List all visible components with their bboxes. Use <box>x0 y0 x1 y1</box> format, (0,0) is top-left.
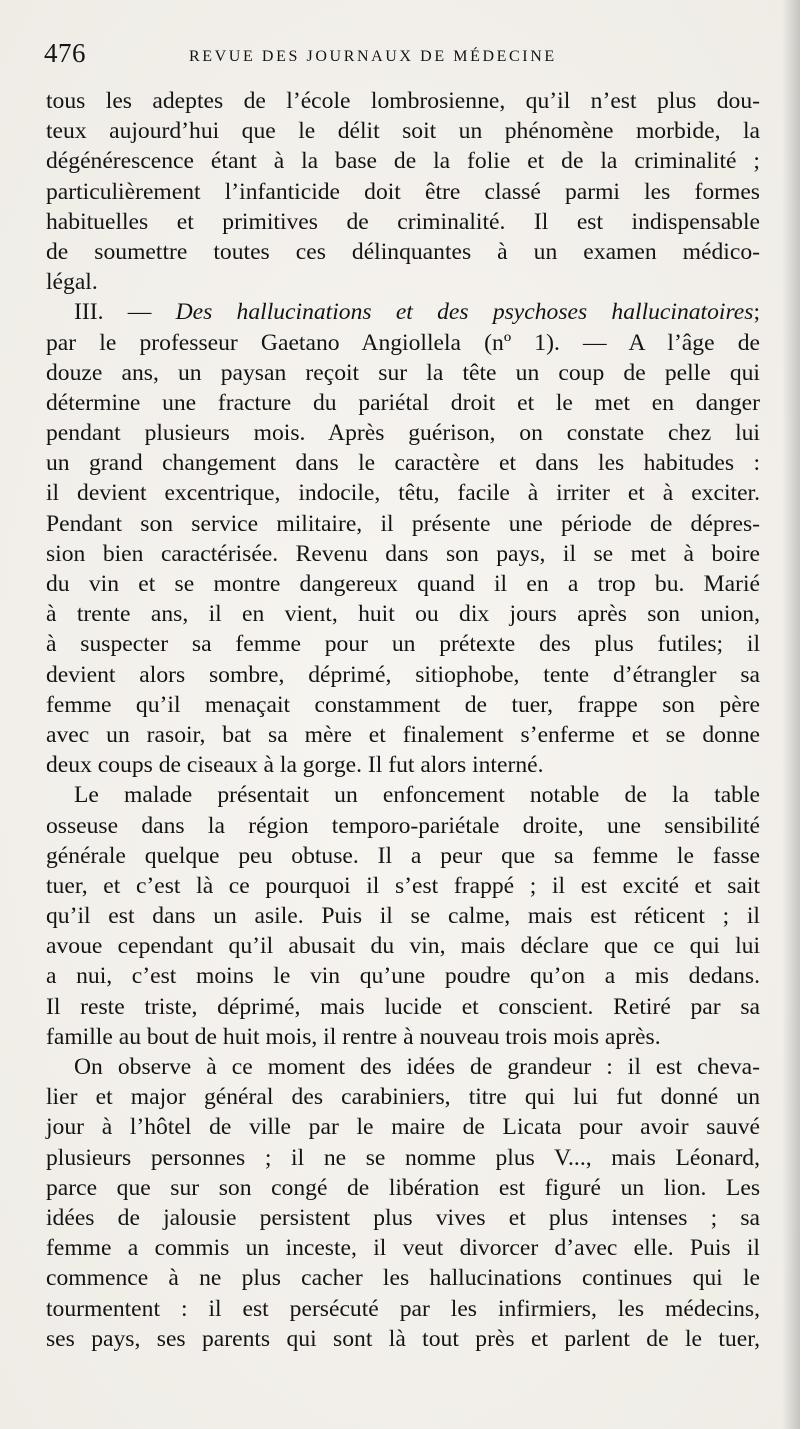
running-head: REVUE DES JOURNAUX DE MÉDECINE <box>189 48 557 65</box>
text-line: deux coups de ciseaux à la gorge. Il fut alors interné. <box>46 752 544 779</box>
section-numeral: III. — <box>74 299 176 326</box>
article-body <box>0 86 800 1354</box>
text-line: un grand changement dans le caractère et dans les habitudes : <box>46 450 760 477</box>
text-line: générale quelque peu obtuse. Il a peur que sa femme le fasse <box>46 842 760 869</box>
text-line: pendant plusieurs mois. Après guérison, on constate chez lui <box>46 420 760 447</box>
text-line: jour à l’hôtel de ville par le maire de Licata pour avoir sauvé <box>46 1114 760 1141</box>
page-header <box>44 38 760 70</box>
text-line: particulièrement l’infanticide doit être classé parmi les formes <box>46 178 760 205</box>
text-line: il devient excentrique, indocile, têtu, facile à irriter et à exciter. <box>46 480 760 507</box>
text-line: par le professeur Gaetano Angiollela (nº 1). — A l’âge de <box>46 329 760 356</box>
text-line: osseuse dans la région temporo-pariétale droite, une sensibilité <box>46 812 760 839</box>
text-line: douze ans, un paysan reçoit sur la tête un coup de pelle qui <box>46 359 760 386</box>
text-line: idées de jalousie persistent plus vives et plus intenses ; sa <box>46 1204 760 1231</box>
text-line: femme qu’il menaçait constamment de tuer, frappe son père <box>46 691 760 718</box>
text-line: tourmentent : il est persécuté par les infirmiers, les médecins, <box>46 1295 760 1322</box>
text-line: ses pays, ses parents qui sont là tout près et parlent de le tuer, <box>46 1325 760 1352</box>
text-line: lier et major général des carabiniers, titre qui lui fut donné un <box>46 1084 760 1111</box>
text-line: devient alors sombre, déprimé, sitiophobe, tente d’étrangler sa <box>46 661 760 688</box>
text-line: a nui, c’est moins le vin qu’une poudre qu’on a mis dedans. <box>46 963 760 990</box>
text-line: tuer, et c’est là ce pourquoi il s’est frappé ; il est excité et sait <box>46 872 760 899</box>
text-line: à suspecter sa femme pour un prétexte des plus futiles; il <box>46 631 760 658</box>
text-line: famille au bout de huit mois, il rentre à nouveau trois mois après. <box>46 1023 661 1050</box>
section-title: Des hallucinations et des psychoses hallucinatoires <box>175 299 754 326</box>
text-line: habituelles et primitives de criminalité. Il est indispensable <box>46 208 760 235</box>
text-line: commence à ne plus cacher les hallucinations continues qui le <box>46 1265 760 1292</box>
text-line: parce que sur son congé de libération est figuré un lion. Les <box>46 1174 760 1201</box>
text-line: de soumettre toutes ces délinquantes à un examen médico- <box>46 238 760 265</box>
text-line: dégénérescence étant à la base de la folie et de la criminalité ; <box>46 148 760 175</box>
text-line: avoue cependant qu’il abusait du vin, mais déclare que ce qui lui <box>46 933 760 960</box>
text-line: à trente ans, il en vient, huit ou dix jours après son union, <box>46 601 760 628</box>
text-line: plusieurs personnes ; il ne se nomme plus V..., mais Léonard, <box>46 1144 760 1171</box>
text-line: du vin et se montre dangereux quand il en a trop bu. Marié <box>46 571 760 597</box>
page-edge-shadow <box>782 0 800 1429</box>
text-line: teux aujourd’hui que le délit soit un phénomène morbide, la <box>46 118 760 145</box>
paragraph-start: On observe à ce moment des idées de grandeur : il est cheva- <box>74 1054 760 1080</box>
page-number: 476 <box>44 38 86 68</box>
text-line: sion bien caractérisée. Revenu dans son pays, il se met à boire <box>46 540 760 567</box>
section-heading-line <box>74 297 760 327</box>
section-title-punct: ; <box>753 299 760 326</box>
text-line: détermine une fracture du pariétal droit et le met en danger <box>46 389 760 416</box>
text-line: tous les adeptes de l’école lombrosienne, qu’il n’est plus dou- <box>46 88 760 114</box>
text-line: qu’il est dans un asile. Puis il se calme, mais est réticent ; il <box>46 903 760 930</box>
paragraph-start: Le malade présentait un enfoncement notable de la table <box>74 782 760 809</box>
text-line: Pendant son service militaire, il présente une période de dépres- <box>46 510 760 537</box>
text-line: Il reste triste, déprimé, mais lucide et conscient. Retiré par sa <box>46 993 760 1020</box>
text-line: légal. <box>46 269 98 296</box>
text-line: femme a commis un inceste, il veut divorcer d’avec elle. Puis il <box>46 1235 760 1262</box>
text-line: avec un rasoir, bat sa mère et finalement s’enferme et se donne <box>46 721 760 748</box>
